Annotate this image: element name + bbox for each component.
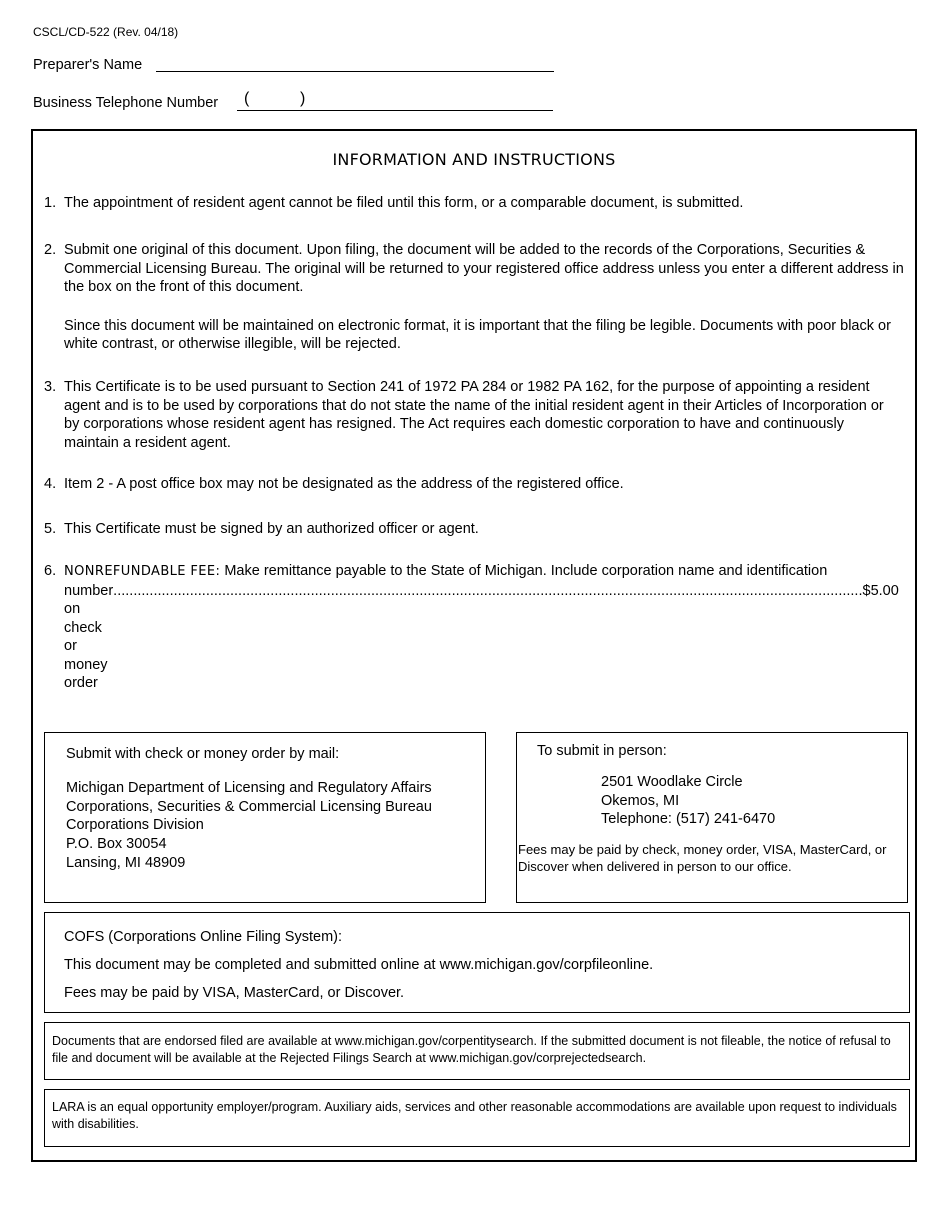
in-person-heading: To submit in person: (537, 743, 667, 759)
item-text: This Certificate must be signed by an authorized officer or agent. (64, 521, 479, 537)
instruction-item-2 (44, 241, 914, 354)
fee-lead: NONREFUNDABLE FEE: (64, 564, 221, 579)
preparer-name-label: Preparer's Name (33, 57, 143, 73)
mail-heading: Submit with check or money order by mail: (66, 746, 340, 762)
section-title: INFORMATION AND INSTRUCTIONS (332, 150, 616, 169)
in-person-fee-note: Fees may be paid by check, money order, VISA, MasterCard, or Discover when delivered in person to our office. (518, 842, 887, 874)
instruction-item-3 (44, 378, 914, 452)
mail-submission-box (44, 732, 486, 903)
cofs-line-1: This document may be completed and submitted online at www.michigan.gov/corpfileonline. (64, 957, 654, 973)
item-number: 3. (44, 379, 57, 395)
item-text: Submit one original of this document. Upon filing, the document will be added to the records of the Corporations, Securities & Commercial Licensing Bureau. The original will be returned to your registered office address unless you enter a different address in the box on the front of this document. (64, 242, 904, 295)
preparer-name-field[interactable] (156, 71, 554, 72)
mail-address-line-5: Lansing, MI 48909 (66, 855, 186, 871)
instruction-item-6 (44, 562, 914, 693)
phone-close-paren: ) (300, 90, 306, 107)
cofs-line-2: Fees may be paid by VISA, MasterCard, or Discover. (64, 985, 405, 1001)
cofs-heading: COFS (Corporations Online Filing System): (64, 929, 342, 945)
instructions-box (31, 129, 917, 1162)
phone-label: Business Telephone Number (33, 95, 219, 111)
fee-dot-leader: .......................................................................................................................................................................................... (113, 582, 863, 599)
lara-notice-box (44, 1089, 910, 1147)
endorsed-filings-text: Documents that are endorsed filed are available at www.michigan.gov/corpentitysearch. If the submitted document is not fileable, the notice of refusal to file and document will be available at the Rejected Filings Search at www.michigan.gov/corprejectedsearch. (52, 1034, 891, 1065)
form-id: CSCL/CD-522 (Rev. 04/18) (33, 25, 179, 39)
in-person-line-2: Okemos, MI (601, 793, 680, 809)
item-number: 1. (44, 195, 57, 211)
item-number: 4. (44, 476, 57, 492)
fee-amount: $5.00 (862, 582, 899, 599)
in-person-line-3: Telephone: (517) 241-6470 (601, 811, 776, 827)
instruction-item-1 (44, 194, 914, 213)
item-text-continued: Since this document will be maintained on electronic format, it is important that the filing be legible. Documents with poor black or white contrast, or otherwise illegible, will be rejected. (64, 317, 891, 352)
instruction-item-4 (44, 475, 914, 494)
item-text: This Certificate is to be used pursuant to Section 241 of 1972 PA 284 or 1982 PA 162, for the purpose of appointing a resident agent and is to be used by corporations that do not state the name of the initial resident agent in their Articles of Incorporation or by corporations whose resident agent has resigned. The Act requires each domestic corporation to have and continuously maintain a resident agent. (64, 379, 884, 451)
mail-address-line-4: P.O. Box 30054 (66, 836, 167, 852)
in-person-line-1: 2501 Woodlake Circle (601, 774, 743, 790)
item-text: Make remittance payable to the State of Michigan. Include corporation name and identification (220, 563, 828, 579)
item-text: The appointment of resident agent cannot be filed until this form, or a comparable document, is submitted. (64, 195, 744, 211)
cofs-box (44, 912, 910, 1013)
instruction-item-5 (44, 520, 914, 539)
fee-line-text: number on check or money order (64, 582, 114, 691)
endorsed-filings-box (44, 1022, 910, 1080)
lara-notice-text: LARA is an equal opportunity employer/program. Auxiliary aids, services and other reasonable accommodations are available upon request to individuals with disabilities. (52, 1100, 897, 1131)
in-person-box (516, 732, 908, 903)
item-text: Item 2 - A post office box may not be designated as the address of the registered office. (64, 476, 624, 492)
item-number: 5. (44, 521, 57, 537)
item-number: 2. (44, 242, 57, 258)
mail-address-line-1: Michigan Department of Licensing and Regulatory Affairs (66, 780, 432, 796)
mail-address-line-2: Corporations, Securities & Commercial Licensing Bureau (66, 799, 432, 815)
item-number: 6. (44, 563, 57, 579)
phone-open-paren: ( (244, 90, 250, 107)
phone-field[interactable] (237, 110, 553, 111)
mail-address-line-3: Corporations Division (66, 817, 204, 833)
